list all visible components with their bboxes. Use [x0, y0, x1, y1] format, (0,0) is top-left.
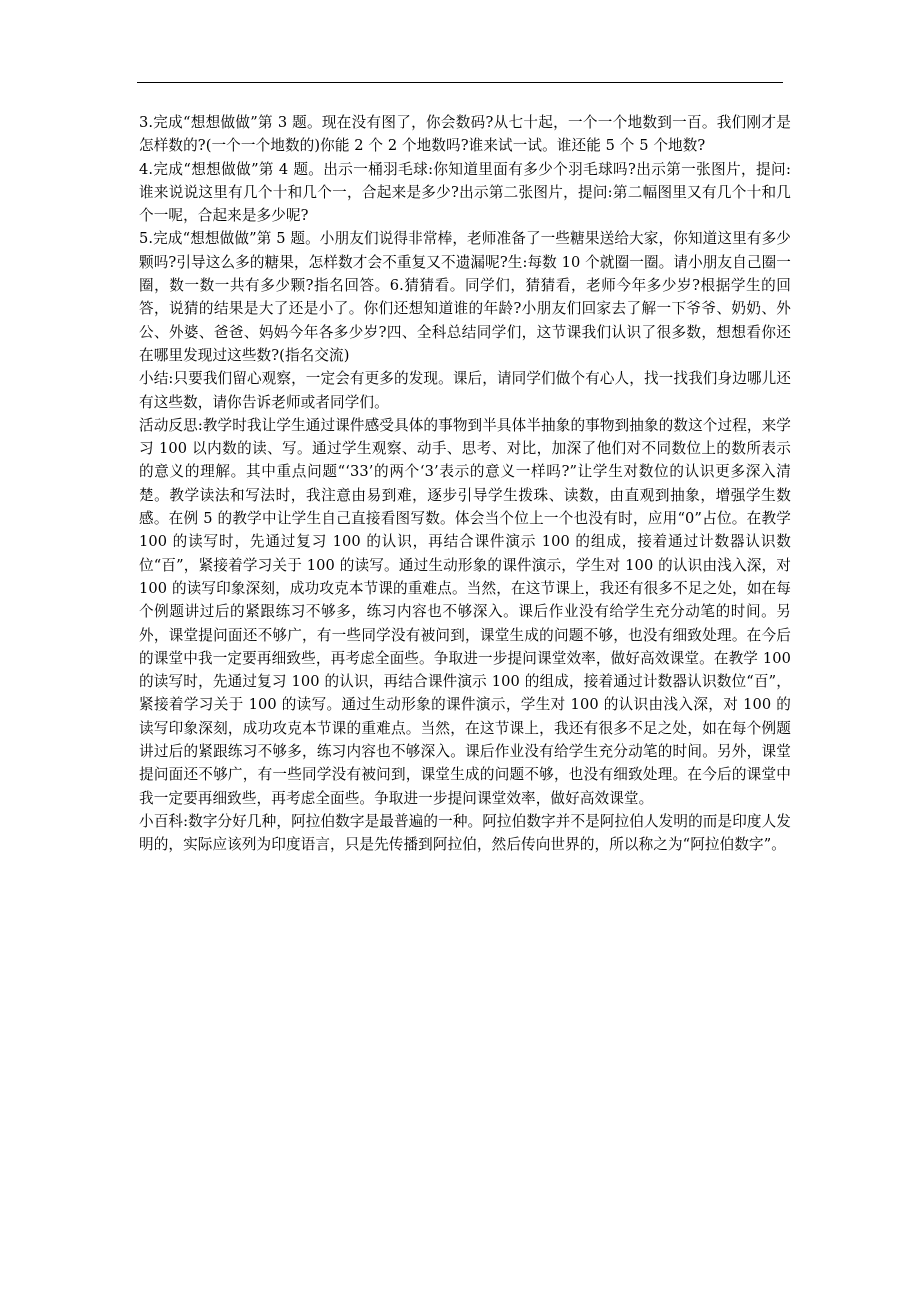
document-body: [139, 111, 791, 857]
paragraph-summary: 小结:只要我们留心观察，一定会有更多的发现。课后，请同学们做个有心人，找一找我们身边哪儿还有这些数，请你告诉老师或者同学们。: [139, 370, 791, 411]
paragraph-exercise-3: 3.完成“想想做做”第 3 题。现在没有图了，你会数码?从七十起，一个一个地数到一百。我们刚才是怎样数的?(一个一个地数的)你能 2 个 2 个地数吗?谁来试一试。谁还能 5 个 5 个地数?: [139, 114, 791, 155]
paragraph-exercise-4: 4.完成“想想做做”第 4 题。出示一桶羽毛球:你知道里面有多少个羽毛球吗?出示第一张图片，提问:谁来说说这里有几个十和几个一，合起来是多少?出示第二张图片，提问:第二幅图里又有几个十和几个一呢，合起来是多少呢?: [139, 160, 791, 225]
paragraph-reflection: 活动反思:教学时我让学生通过课件感受具体的事物到半具体半抽象的事物到抽象的数这个过程，来学习 100 以内数的读、写。通过学生观察、动手、思考、对比，加深了他们对不同数位上的数所表示的意义的理解。其中重点问题“‘33’的两个‘3’表示的意义一样吗?”让学生对数位的认识更多深入清楚。教学读法和写法时，我注意由易到难，逐步引导学生拨珠、读数，由直观到抽象，增强学生数感。在例 5 的教学中让学生自己直接看图写数。体会当个位上一个也没有时，应用“0”占位。在教学 100 的读写时，先通过复习 100 的认识，再结合课件演示 100 的组成，接着通过计数器认识数位“百”，紧接着学习关于 100 的读写。通过生动形象的课件演示，学生对 100 的认识由浅入深，对 100 的读写印象深刻，成功攻克本节课的重难点。当然，在这节课上，我还有很多不足之处，如在每个例题讲过后的紧跟练习不够多，练习内容也不够深入。课后作业没有给学生充分动笔的时间。另外，课堂提问面还不够广，有一些同学没有被问到，课堂生成的问题不够，也没有细致处理。在今后的课堂中我一定要再细致些，再考虑全面些。争取进一步提问课堂效率，做好高效课堂。在教学 100 的读写时，先通过复习 100 的认识，再结合课件演示 100 的组成，接着通过计数器认识数位“百”，紧接着学习关于 100 的读写。通过生动形象的课件演示，学生对 100 的认识由浅入深，对 100 的读写印象深刻，成功攻克本节课的重难点。当然，在这节课上，我还有很多不足之处，如在每个例题讲过后的紧跟练习不够多，练习内容也不够深入。课后作业没有给学生充分动笔的时间。另外，课堂提问面还不够广，有一些同学没有被问到，课堂生成的问题不够，也没有细致处理。在今后的课堂中我一定要再细致些，再考虑全面些。争取进一步提问课堂效率，做好高效课堂。: [139, 416, 791, 807]
paragraph-exercise-5: 5.完成“想想做做”第 5 题。小朋友们说得非常棒，老师准备了一些糖果送给大家，你知道这里有多少颗吗?引导这么多的糖果，怎样数才会不重复又不遗漏呢?生:每数 10 个就圈一圈。请小朋友自己圈一圈，数一数一共有多少颗?指名回答。6.猜猜看。同学们，猜猜看，老师今年多少岁?根据学生的回答，说猜的结果是大了还是小了。你们还想知道谁的年龄?小朋友们回家去了解一下爷爷、奶奶、外公、外婆、爸爸、妈妈今年各多少岁?四、全科总结同学们，这节课我们认识了很多数，想想看你还在哪里发现过这些数?(指名交流): [139, 230, 791, 364]
paragraph-encyclopedia: 小百科:数字分好几种，阿拉伯数字是最普遍的一种。阿拉伯数字并不是阿拉伯人发明的而是印度人发明的，实际应该列为印度语言，只是先传播到阿拉伯，然后传向世界的，所以称之为“阿拉伯数字”。: [139, 812, 791, 854]
header-rule: [137, 82, 783, 83]
